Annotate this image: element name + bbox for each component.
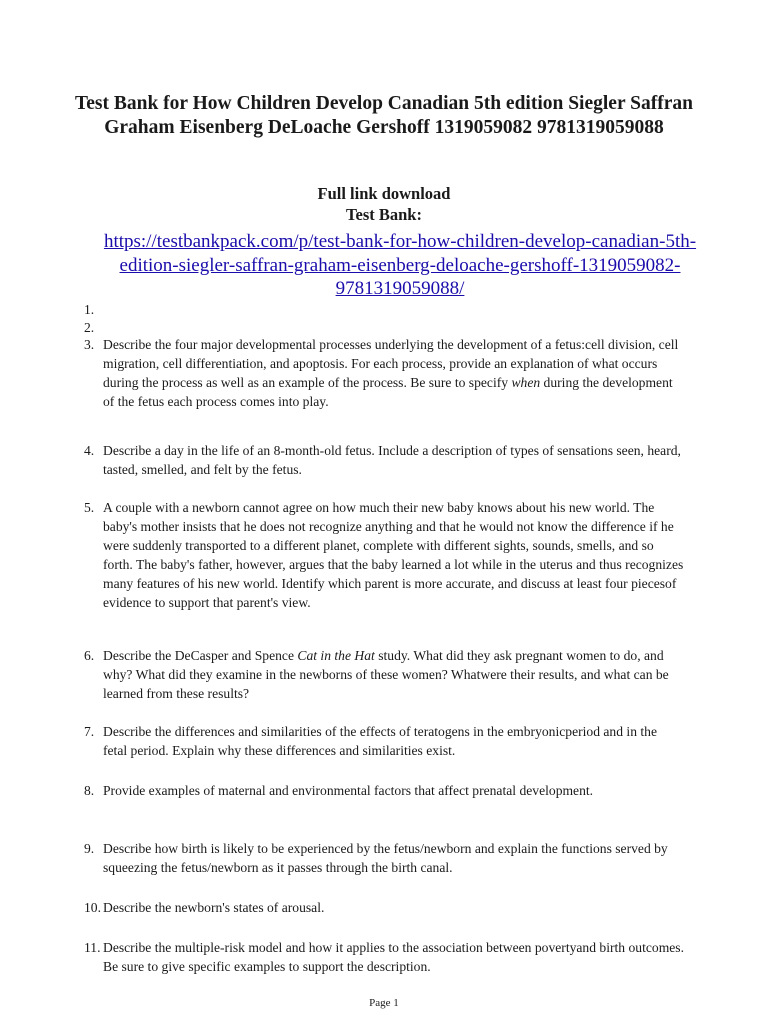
list-item bbox=[84, 898, 684, 917]
question-text: Describe how birth is likely to be experienced by the fetus/newborn and explain the functions served by squeezing the fetus/newborn as it passes through the birth canal. bbox=[103, 841, 668, 875]
document-title: Test Bank for How Children Develop Canadian 5th edition Siegler Saffran Graham Eisenberg DeLoache Gershoff 1319059082 9781319059088 bbox=[75, 93, 693, 138]
list-item bbox=[84, 498, 684, 612]
question-number: 1. bbox=[84, 302, 95, 317]
question-text: Describe the differences and similarities of the effects of teratogens in the embryonicperiod and in the fetal period. Explain why these differences and similarities exist. bbox=[103, 724, 657, 758]
question-text: A couple with a newborn cannot agree on how much their new baby knows about his new world. The baby's mother insists that he does not recognize anything and that he would not know the difference if he were suddenly transported to a different planet, complete with different sights, sounds, smells, and so forth. The baby's father, however, argues that the baby learned a lot while in the uterus and thus recognizes many features of his new world. Identify which parent is more accurate, and discuss at least four piecesof evidence to support that parent's view. bbox=[103, 500, 684, 610]
question-number: 10. bbox=[84, 900, 101, 915]
question-number: 7. bbox=[84, 724, 95, 739]
question-text: Describe the multiple-risk model and how it applies to the association between povertyand birth outcomes. Be sure to give specific examples to support the description. bbox=[103, 940, 684, 974]
list-item bbox=[84, 441, 684, 479]
question-number: 5. bbox=[84, 500, 95, 515]
full-link-download-heading: Full link download bbox=[317, 184, 451, 203]
question-text-part: Describe the DeCasper and Spence bbox=[103, 648, 298, 663]
question-number: 11. bbox=[84, 940, 101, 955]
list-item bbox=[84, 646, 684, 703]
list-item bbox=[84, 839, 684, 877]
list-item bbox=[84, 722, 684, 760]
question-number: 8. bbox=[84, 783, 95, 798]
question-number: 6. bbox=[84, 648, 95, 663]
question-number: 2. bbox=[84, 320, 95, 335]
download-link[interactable]: https://testbankpack.com/p/test-bank-for-how-children-develop-canadian-5th-edition-siegler-saffran-graham-eisenberg-deloache-gershoff-1319059082-9781319059088/ bbox=[103, 231, 697, 299]
page-number: Page 1 bbox=[369, 997, 399, 1009]
question-text: Describe the newborn's states of arousal. bbox=[103, 900, 325, 915]
list-item bbox=[84, 938, 684, 976]
question-number: 3. bbox=[84, 337, 95, 352]
question-text-part: study. What did they ask pregnant women to do, and why? What did they examine in the newborns of these women? Whatwere their results, and what can be learned from these results? bbox=[103, 648, 669, 701]
list-item bbox=[84, 335, 684, 411]
question-text bbox=[103, 646, 684, 703]
list-item bbox=[84, 781, 684, 800]
emphasis-text: when bbox=[511, 375, 541, 390]
question-text bbox=[103, 335, 684, 411]
question-number: 9. bbox=[84, 841, 95, 856]
question-text: Describe a day in the life of an 8-month-old fetus. Include a description of types of sensations seen, heard, tasted, smelled, and felt by the fetus. bbox=[103, 443, 681, 477]
emphasis-text: Cat in the Hat bbox=[297, 648, 375, 663]
test-bank-heading: Test Bank: bbox=[346, 205, 422, 224]
question-number: 4. bbox=[84, 443, 95, 458]
question-text-part: during the development of the fetus each process comes into play. bbox=[103, 375, 673, 409]
question-text-part: Describe the four major developmental processes underlying the development of a fetus:cell division, cell migration, cell differentiation, and apoptosis. For each process, provide an explanation of what occurs during the process as well as an example of the process. Be sure to specify bbox=[103, 337, 679, 390]
question-text: Provide examples of maternal and environmental factors that affect prenatal development. bbox=[103, 783, 594, 798]
